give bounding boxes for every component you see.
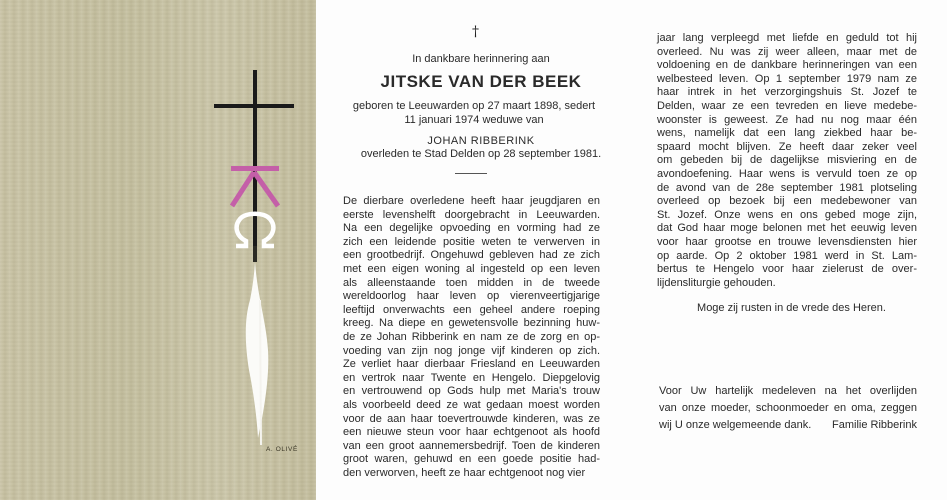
text-line: de avond van de 28e september 1981 plotseling (657, 181, 917, 194)
birth-line: geboren te Leeuwarden op 27 maart 1898, sedert (352, 100, 596, 112)
text-line: voeding van zijn nog jonge vijf kinderen op zich. (343, 344, 600, 357)
farewell-blessing: Moge zij rusten in de vrede des Heren. (697, 302, 886, 314)
text-line: avondoefening. Haar wens is vervuld toen ze op (657, 167, 917, 180)
text-line: overleed. Nu was zij weer alleen, maar met de (657, 45, 917, 58)
text-line: wereldoorlog haar leven op vierenveertigjarige (343, 290, 600, 303)
thanks-line: Voor Uw hartelijk medeleven na het overlijden (659, 385, 917, 397)
text-line: leeftijd onverwachts een geheel andere roeping (343, 303, 600, 316)
text-line: de ze Johan Ribberink en nam ze de zorg en op- (343, 330, 600, 343)
text-line: Delden, waar ze een tevreden en lieve medebe- (657, 99, 917, 112)
flame-stroke (260, 300, 261, 445)
text-line: en vertrok naar Twente en Hengelo. Diepgelovig (343, 371, 600, 384)
text-line: woonster is geweest. Ze had nu nog maar één (657, 113, 917, 126)
text-line: wens, namelijk dat een lang ziekbed haar be- (657, 127, 917, 140)
text-line: eerste levenshelft doorgebracht in Leeuwarden. (343, 208, 600, 221)
text-line: den verworven, heeft ze haar echtgenoot nog vier (343, 466, 586, 479)
text-line: kreeg. Na diepe en gewetensvolle bezinning huw- (343, 317, 600, 330)
cross-tail (253, 246, 257, 262)
dagger-icon: † (472, 24, 479, 40)
text-line: St. Jozef. Onze wens en ons gebed moge zijn, (657, 208, 917, 221)
cross-vertical-beam (253, 70, 257, 250)
artist-signature: A. OLIVÉ (266, 446, 298, 453)
candle-flame (246, 262, 269, 438)
thanks-line: van onze moeder, schoonmoeder en oma, zeggen (659, 402, 917, 414)
text-line: een grootbedrijf. Ongehuwd gebleven had ze zich (343, 249, 600, 262)
text-line: als alleenstaande toen midden in de tweede (343, 276, 600, 289)
text-line: voor de aan haar toevertrouwde kinderen, was ze (343, 412, 600, 425)
text-line: van een groot aannemersbedrijf. Toen de kinderen (343, 439, 600, 452)
deceased-name: JITSKE VAN DER BEEK (380, 72, 582, 91)
text-line: zich een leidende positie weten te verwerven in (343, 235, 600, 248)
birth-details (344, 99, 604, 127)
text-line: om gebeden bij de dagelijkse misviering en de (657, 154, 917, 167)
thanks-line: wij U onze welgemeende dank. (659, 419, 812, 431)
text-line: op aarde. Op 2 oktober 1981 werd in St. Lam- (657, 249, 917, 262)
memorial-intro: In dankbare herinnering aan (412, 53, 550, 65)
text-line: haar intrek in het verzorgingshuis St. Jozef te (657, 86, 917, 99)
death-details: overleden te Stad Delden op 28 september 1981. (360, 148, 602, 160)
text-line: voor haar grootse en trouwe levensdiensten hier (657, 235, 917, 248)
text-line: Na een degelijke opvoeding en vorming had ze (343, 222, 600, 235)
text-line: bertus te Hengelo voor haar zielerust de over- (657, 263, 917, 276)
text-line: groot waren, gehuwd en een goede positie had- (343, 453, 600, 466)
text-line: als voorbeeld deed ze wat gedaan moest worden (343, 398, 600, 411)
family-signature: Familie Ribberink (832, 419, 917, 431)
text-line: een nieuwe steun voor haar echtgenoot als hoofd (343, 426, 600, 439)
text-line: overleed op bezoek bij een medebewoner van (657, 195, 917, 208)
card-front-artwork (0, 0, 316, 500)
biography-column-1 (343, 195, 600, 480)
cross-horizontal-beam (214, 104, 294, 108)
widow-line: 11 januari 1974 weduwe van (404, 114, 544, 126)
text-line: dat God haar moge belonen met het eeuwig leven (657, 222, 917, 235)
cross-artwork (0, 0, 316, 500)
divider-rule (455, 173, 487, 174)
text-line: De dierbare overledene heeft haar jeugdjaren en (343, 195, 600, 207)
text-line: voldoening en de dankbare herinneringen van een (657, 59, 917, 72)
biography-column-2 (657, 32, 917, 290)
text-line: en vertrouwend op Gods hulp met Maria's trouw (343, 385, 600, 398)
text-line: Ze verliet haar dierbaar Friesland en Leeuwarden (343, 358, 600, 371)
text-line: jaar lang verpleegd met liefde en geduld tot hij (657, 32, 917, 44)
text-line: welbesteed leven. Op 1 september 1979 nam ze (657, 72, 917, 85)
text-line: spaard mocht blijven. Ze heeft daar zeker veel (657, 140, 917, 153)
husband-name: JOHAN RIBBERINK (427, 135, 535, 147)
text-line: lijdensliturgie gehouden. (657, 276, 776, 289)
text-line: met een eigen woning al ingesteld op een leven (343, 262, 600, 275)
